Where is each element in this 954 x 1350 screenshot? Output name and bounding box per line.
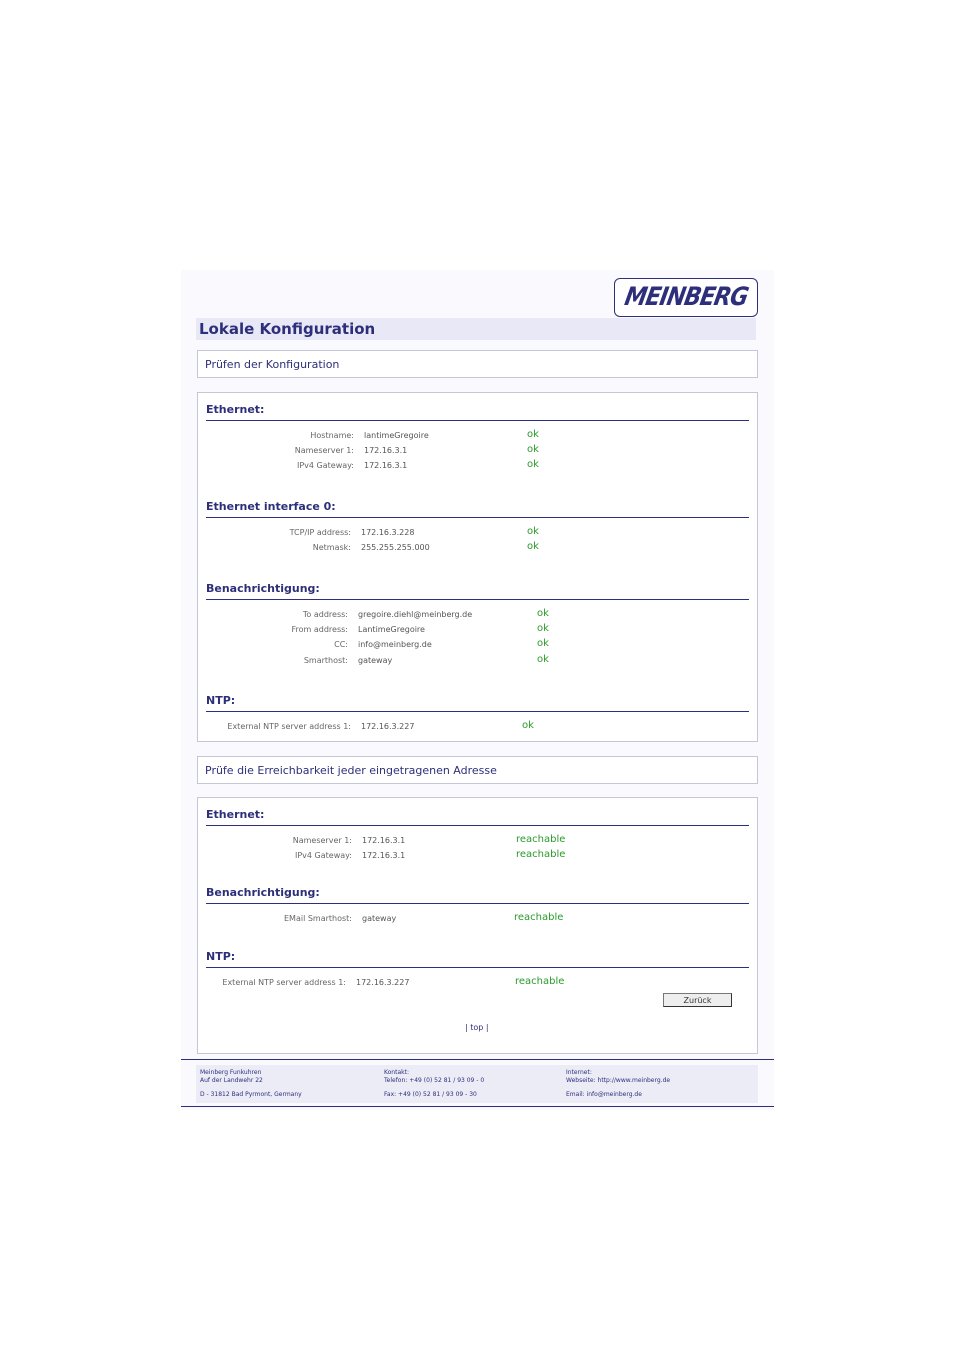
check-ethernet-title: Ethernet: bbox=[206, 403, 749, 421]
reach-header-panel bbox=[197, 756, 758, 784]
footer-phone: Telefon: +49 (0) 52 81 / 93 09 - 0 bbox=[384, 1077, 485, 1084]
logo-text: MEINBERG bbox=[622, 283, 750, 312]
check-panel bbox=[197, 392, 758, 742]
check-nameserver-value: 172.16.3.1 bbox=[364, 446, 408, 455]
reach-ntp-status: reachable bbox=[515, 976, 565, 987]
check-gateway-value: 172.16.3.1 bbox=[364, 461, 408, 470]
check-smarthost-status: ok bbox=[537, 654, 549, 665]
footer-contact bbox=[384, 1069, 484, 1099]
reach-ntp-label: External NTP server address 1: bbox=[222, 978, 346, 987]
footer-fax: Fax: +49 (0) 52 81 / 93 09 - 30 bbox=[384, 1091, 477, 1098]
reach-header: Prüfe die Erreichbarkeit jeder eingetragenen Adresse bbox=[205, 764, 497, 777]
check-nameserver-label: Nameserver 1: bbox=[294, 446, 354, 455]
check-notif-title: Benachrichtigung: bbox=[206, 582, 749, 600]
reach-ethernet-title: Ethernet: bbox=[206, 808, 749, 826]
reach-ntp-title: NTP: bbox=[206, 950, 749, 968]
reach-gateway-status: reachable bbox=[516, 849, 566, 860]
footer-internet bbox=[566, 1069, 670, 1099]
footer-street: Auf der Landwehr 22 bbox=[200, 1077, 263, 1084]
check-gateway-status: ok bbox=[527, 459, 539, 470]
check-smarthost-value: gateway bbox=[358, 656, 393, 665]
check-hostname-value: lantimeGregoire bbox=[364, 431, 429, 440]
footer-website[interactable]: Webseite: http://www.meinberg.de bbox=[566, 1077, 671, 1084]
reach-ntp-value: 172.16.3.227 bbox=[356, 978, 410, 987]
check-nameserver-status: ok bbox=[527, 444, 539, 455]
check-hostname-status: ok bbox=[527, 429, 539, 440]
footer-internet-title: Internet: bbox=[566, 1069, 592, 1076]
check-cc-status: ok bbox=[537, 638, 549, 649]
reach-smarthost-status: reachable bbox=[514, 912, 564, 923]
reach-nameserver-label: Nameserver 1: bbox=[292, 836, 352, 845]
check-netmask-label: Netmask: bbox=[312, 543, 351, 552]
check-to-value: gregoire.diehl@meinberg.de bbox=[358, 610, 473, 619]
reach-gateway-value: 172.16.3.1 bbox=[362, 851, 406, 860]
footer-company: Meinberg Funkuhren bbox=[200, 1069, 262, 1076]
check-header-panel bbox=[197, 350, 758, 378]
footer-email[interactable]: Email: info@meinberg.de bbox=[566, 1091, 642, 1098]
check-netmask-status: ok bbox=[527, 541, 539, 552]
footer-contact-title: Kontakt: bbox=[384, 1069, 409, 1076]
reach-notif-title: Benachrichtigung: bbox=[206, 886, 749, 904]
check-tcpip-label: TCP/IP address: bbox=[289, 528, 351, 537]
reach-gateway-label: IPv4 Gateway: bbox=[294, 851, 352, 860]
footer-top-line bbox=[181, 1059, 774, 1060]
check-to-label: To address: bbox=[302, 610, 348, 619]
check-ntp-label: External NTP server address 1: bbox=[227, 722, 351, 731]
check-ntp-status: ok bbox=[522, 720, 534, 731]
meinberg-logo bbox=[614, 278, 758, 317]
check-to-status: ok bbox=[537, 608, 549, 619]
check-netmask-value: 255.255.255.000 bbox=[361, 543, 430, 552]
back-button[interactable]: Zurück bbox=[663, 993, 732, 1007]
top-link[interactable]: | top | bbox=[465, 1023, 489, 1032]
check-header: Prüfen der Konfiguration bbox=[205, 358, 340, 371]
reach-smarthost-value: gateway bbox=[362, 914, 397, 923]
footer-bottom-line bbox=[181, 1106, 774, 1107]
check-gateway-label: IPv4 Gateway: bbox=[296, 461, 354, 470]
footer-address bbox=[200, 1069, 302, 1099]
reach-smarthost-label: EMail Smarthost: bbox=[283, 914, 352, 923]
check-tcpip-status: ok bbox=[527, 526, 539, 537]
check-ntp-value: 172.16.3.227 bbox=[361, 722, 415, 731]
reach-nameserver-status: reachable bbox=[516, 834, 566, 845]
reach-panel bbox=[197, 797, 758, 1054]
footer-city: D - 31812 Bad Pyrmont, Germany bbox=[200, 1091, 302, 1098]
check-iface-title: Ethernet interface 0: bbox=[206, 500, 749, 518]
check-from-label: From address: bbox=[291, 625, 348, 634]
check-from-status: ok bbox=[537, 623, 549, 634]
check-cc-value: info@meinberg.de bbox=[358, 640, 432, 649]
page-title: Lokale Konfiguration bbox=[196, 318, 756, 340]
check-hostname-label: Hostname: bbox=[310, 431, 354, 440]
reach-nameserver-value: 172.16.3.1 bbox=[362, 836, 406, 845]
check-cc-label: CC: bbox=[334, 640, 348, 649]
check-from-value: LantimeGregoire bbox=[358, 625, 425, 634]
check-ntp-title: NTP: bbox=[206, 694, 749, 712]
check-tcpip-value: 172.16.3.228 bbox=[361, 528, 415, 537]
check-smarthost-label: Smarthost: bbox=[303, 656, 348, 665]
